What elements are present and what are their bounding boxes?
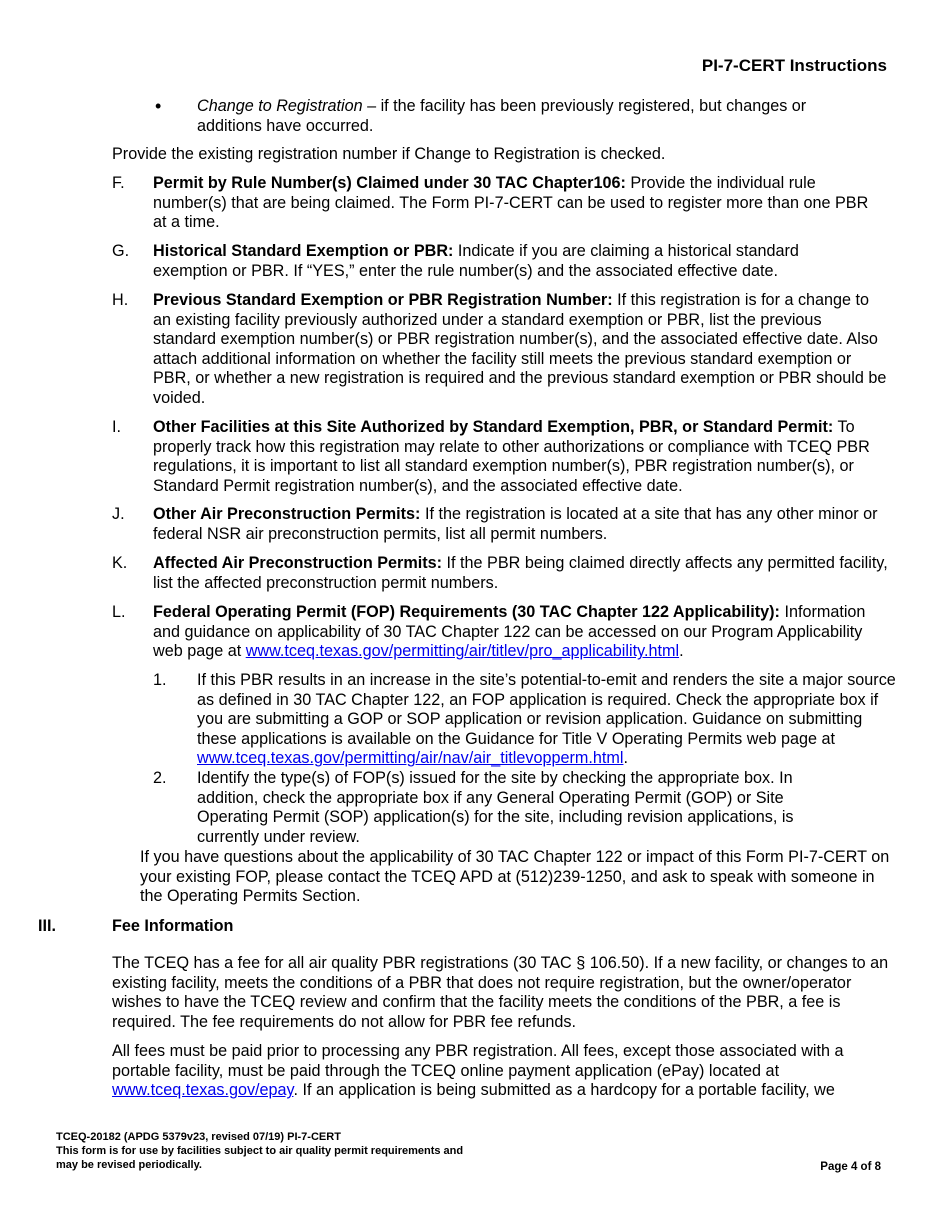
item-text: If this registration is for a change to an existing facility previously authorized under a standard exemption or PBR, list the previous standard exemption number(s) or PBR registration number(s), and the associated effective date. Also attach additional information on whether the facility still meets the previous standard exemption or PBR, or whether a new registration is required and the previous standard exemption or PBR should be voided. [153, 291, 887, 407]
item-body [153, 554, 888, 593]
subitem-end: . [623, 749, 628, 768]
item-title: Permit by Rule Number(s) Claimed under 30 TAC Chapter106: [153, 174, 626, 192]
title-v-guidance-link[interactable]: www.tceq.texas.gov/permitting/air/nav/air_titlevopperm.html [197, 749, 624, 768]
item-body [153, 418, 888, 496]
item-label: F. [112, 174, 125, 192]
bullet-description: – if the facility has been previously registered, but changes or additions have occurred. [197, 97, 807, 135]
subitem-label: 2. [153, 769, 167, 787]
program-applicability-link[interactable]: www.tceq.texas.gov/permitting/air/titlev/pro_applicability.html [245, 642, 680, 661]
existing-registration-note: Provide the existing registration number if Change to Registration is checked. [112, 145, 666, 163]
epay-link[interactable]: www.tceq.texas.gov/epay [112, 1081, 294, 1100]
item-title: Other Facilities at this Site Authorized by Standard Exemption, PBR, or Standard Permit: [153, 418, 834, 436]
item-label: G. [112, 242, 130, 260]
item-body [153, 242, 878, 281]
item-text: Provide the individual rule number(s) that are being claimed. The Form PI-7-CERT can be used to register more than one PBR at a time. [153, 174, 869, 232]
item-body [153, 291, 888, 409]
item-text: If the registration is located at a site that has any other minor or federal NSR air preconstruction permits, list all permit numbers. [153, 505, 878, 543]
page-number: Page 4 of 8 [820, 1161, 881, 1173]
item-text: Indicate if you are claiming a historical standard exemption or PBR. If “YES,” enter the rule number(s) and the associated effective date. [153, 242, 799, 280]
bullet-text [197, 97, 857, 136]
fee-paragraph-1: The TCEQ has a fee for all air quality PBR registrations (30 TAC § 106.50). If a new facility, or changes to an existing facility, meets the conditions of a PBR that does not require registration, but the owner/operator wishes to have the TCEQ review and confirm that the facility meets the conditions of the PBR, a fee is required. The fee requirements do not allow for PBR fee refunds. [112, 954, 889, 1031]
item-label: J. [112, 505, 125, 523]
footer-form-id: TCEQ-20182 (APDG 5379v23, revised 07/19) PI-7-CERT [56, 1131, 341, 1143]
section-title: Fee Information [112, 917, 234, 935]
footer-usage-note: This form is for use by facilities subject to air quality permit requirements and [56, 1145, 464, 1157]
fee-paragraph-2 [112, 1042, 897, 1101]
item-text: Information and guidance on applicability of 30 TAC Chapter 122 can be accessed on our Program Applicability web page at [153, 603, 866, 661]
item-end: . [679, 642, 684, 661]
subitem-text: If this PBR results in an increase in the site’s potential-to-emit and renders the site a major source as defined in 30 TAC Chapter 122, an FOP application is required. Check the appropriate box if you are submitting a GOP or SOP application or revision application. Guidance on submitting these applications is available on the Guidance for Title V Operating Permits web page at [197, 671, 896, 748]
item-label: I. [112, 418, 121, 436]
item-title: Affected Air Preconstruction Permits: [153, 554, 443, 572]
bullet-icon: • [155, 96, 162, 116]
section-number: III. [38, 917, 56, 935]
page-header-title: PI-7-CERT Instructions [701, 56, 887, 75]
item-body [153, 174, 878, 233]
fee-paragraph-2-start: All fees must be paid prior to processing any PBR registration. All fees, except those associated with a portable facility, must be paid through the TCEQ online payment application (ePay) located at [112, 1042, 844, 1080]
subitem-text: Identify the type(s) of FOP(s) issued for the site by checking the appropriate box. In addition, check the appropriate box if any General Operating Permit (GOP) or Site Operating Permit (SOP) application(s) for the site, including revision applications, is currently under review. [197, 769, 794, 846]
bullet-term: Change to Registration [197, 97, 363, 115]
item-label: L. [112, 603, 126, 621]
item-body [153, 603, 888, 662]
subitem-body [197, 671, 897, 769]
fee-paragraph-2-end: . If an application is being submitted as a hardcopy for a portable facility, we [293, 1081, 835, 1100]
item-label: K. [112, 554, 128, 572]
footer [56, 1130, 463, 1172]
item-title: Federal Operating Permit (FOP) Requirements (30 TAC Chapter 122 Applicability): [153, 603, 780, 621]
footer-revision-note: may be revised periodically. [56, 1159, 202, 1171]
item-title: Previous Standard Exemption or PBR Registration Number: [153, 291, 613, 309]
item-title: Historical Standard Exemption or PBR: [153, 242, 454, 260]
item-title: Other Air Preconstruction Permits: [153, 505, 421, 523]
item-label: H. [112, 291, 129, 309]
questions-note: If you have questions about the applicability of 30 TAC Chapter 122 or impact of this Form PI-7-CERT on your existing FOP, please contact the TCEQ APD at (512)239-1250, and ask to speak with someone in the Operating Permits Section. [140, 848, 890, 906]
item-text: If the PBR being claimed directly affects any permitted facility, list the affected preconstruction permit numbers. [153, 554, 888, 592]
item-body [153, 505, 878, 544]
item-text: To properly track how this registration may relate to other authorizations or compliance with TCEQ PBR regulations, it is important to list all standard exemption number(s), PBR registration number(s), or Standard Permit registration number(s), and the associated effective date. [153, 418, 870, 495]
subitem-body [197, 769, 847, 847]
subitem-label: 1. [153, 671, 167, 689]
